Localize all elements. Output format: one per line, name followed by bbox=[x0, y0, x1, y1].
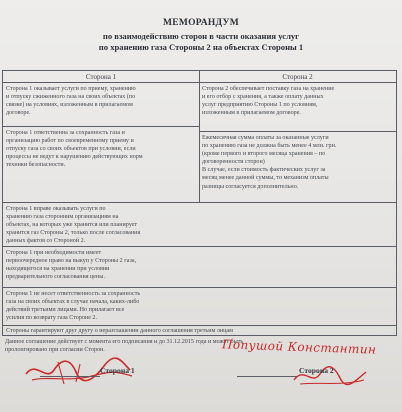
signature-line-party-2 bbox=[237, 376, 297, 377]
clause-liability: Сторона 1 не несет ответственность за сохранность газа на своих объектах в случае начала, каких-либо действий третьими лицами. Но прилагает все усилия по возврату газа Стороне 2. bbox=[6, 291, 141, 322]
signature-line-party-1 bbox=[40, 376, 100, 377]
left-row-divider bbox=[3, 126, 199, 127]
document-subtitle-line-1: по взаимодействию сторон в части оказания услуг bbox=[102, 31, 300, 41]
memorandum-table bbox=[2, 70, 397, 336]
party-2-clause-payment: Ежемесячная сумма оплаты за оказанные услуги по хранению газа не должна быть менее 4 млн. грн. (кроме первого и второго месяца хранения – по договоренности сторон) В случае, если стоимость фактических услуг за месяц менее данной суммы, то механизм оплаты разницы согласуется дополнительно. bbox=[202, 135, 337, 190]
row-divider bbox=[3, 202, 396, 203]
row-divider bbox=[3, 325, 396, 326]
party-2-clause-supply: Сторона 2 обеспечивает поставку газа на хранение и его отбор с хранения, а также оплату данных услуг предприятию Стороны 1 по условиям, изложенным в прилагаемом договоре. bbox=[202, 86, 335, 117]
clause-third-party-storage: Сторона 1 вправе оказывать услуги по хранению газа сторонним организациям на объектах, на которых уже хранится или планирует хранится газ Стороны 2, только после согласования данных фактов со Стороной 2. bbox=[6, 206, 141, 245]
party-1-clause-responsibility: Сторона 1 ответственна за сохранность газа и организацию работ по своевременному приему и отпуску газа со своих объектов при условии, если процессы не ведут к нарушению действующих норм техники безопасности. bbox=[6, 130, 143, 169]
row-divider bbox=[3, 246, 396, 247]
column-divider bbox=[199, 71, 200, 202]
signature-label-party-1: Сторона 1 bbox=[100, 366, 135, 375]
party-1-clause-services: Сторона 1 оказывает услуги по приему, хранению и отпуску сжиженного газа на своих объектах (по связке) на условиях, изложенным в прилагаемом договоре. bbox=[6, 86, 136, 117]
document-title: МЕМОРАНДУМ bbox=[162, 18, 240, 28]
header-divider bbox=[3, 82, 396, 83]
document-subtitle-line-2: по хранению газа Стороны 2 на объектах Стороны 1 bbox=[98, 42, 304, 52]
signature-party-2-name: Попушой Константин bbox=[221, 337, 377, 357]
column-header-party-1: Сторона 1 bbox=[85, 73, 117, 81]
clause-validity: Данное соглашение действует с момента его подписания и до 31.12.2015 года и может быть пролонгировано при согласии Сторон. bbox=[5, 339, 244, 354]
clause-buyback-right: Сторона 1 при необходимости имеет первоочередное право на выкуп у Стороны 2 газа, находящегося на хранении при условии предварительного согласования цены. bbox=[6, 250, 137, 281]
clause-confidentiality: Стороны гарантируют друг другу о неразглашении данного соглашения третьим лицам bbox=[6, 328, 233, 334]
column-header-party-2: Сторона 2 bbox=[282, 73, 313, 81]
signature-label-party-2: Сторона 2 bbox=[299, 366, 334, 375]
row-divider bbox=[3, 287, 396, 288]
right-row-divider bbox=[199, 131, 396, 132]
